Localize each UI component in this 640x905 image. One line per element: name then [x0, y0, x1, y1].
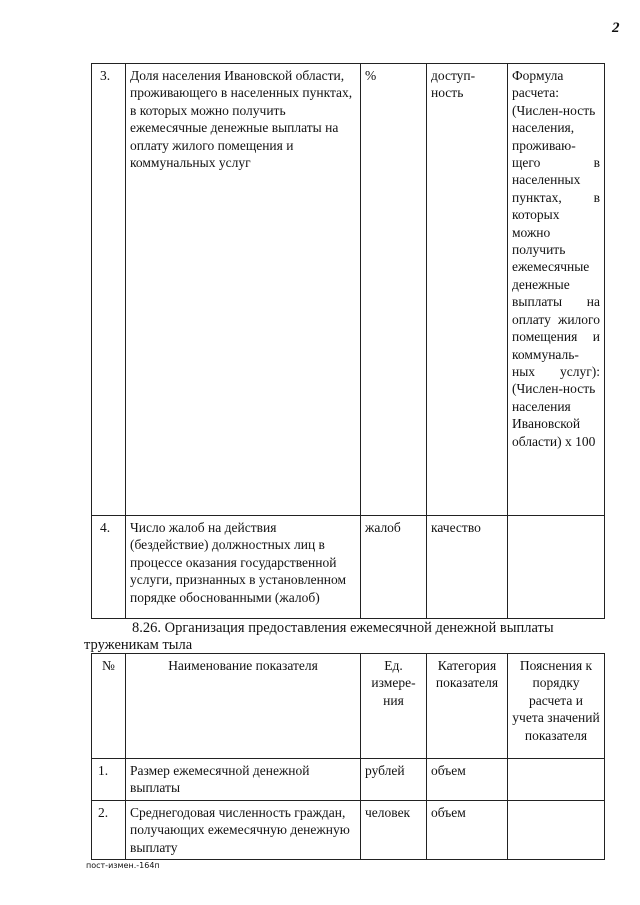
header-explanation: Пояснения к порядку расчета и учета значений показателя: [508, 654, 605, 759]
indicators-table: [91, 653, 605, 860]
section-heading: [84, 620, 604, 654]
category-cell: качество: [427, 516, 508, 619]
header-num: №: [92, 654, 126, 759]
table-header-row: [92, 654, 605, 759]
category-cell: объем: [427, 800, 508, 859]
row-number: 4.: [92, 516, 126, 619]
header-unit: Ед. измере-ния: [361, 654, 427, 759]
explanation-cell: Формула расчета: (Числен-ность населения, проживаю-щего в населенных пунктах, в которых можно получить ежемесячные денежные выплаты на оплату жилого помещения и коммуналь-ных услуг): (Числен-ность населения Ивановской области) x 100: [508, 64, 605, 516]
row-number: 3.: [92, 64, 126, 516]
explanation-cell: [508, 800, 605, 859]
indicator-name: Доля населения Ивановской области, проживающего в населенных пунктах, в которых можно получить ежемесячные денежные выплаты на оплату жилого помещения и коммунальных услуг: [126, 64, 361, 516]
header-category: Категория показателя: [427, 654, 508, 759]
unit-cell: жалоб: [361, 516, 427, 619]
table-row: [92, 516, 605, 619]
footer-document-code: пост-измен.-164п: [86, 861, 160, 870]
section-heading-line1: 8.26. Организация предоставления ежемесячной денежной выплаты: [132, 620, 554, 636]
section-heading-line2: труженикам тыла: [84, 637, 193, 653]
category-cell: доступ-ность: [427, 64, 508, 516]
indicators-table-continued: [91, 63, 605, 619]
table-row: [92, 800, 605, 859]
explanation-cell: [508, 516, 605, 619]
unit-cell: %: [361, 64, 427, 516]
explanation-cell: [508, 759, 605, 801]
header-name: Наименование показателя: [126, 654, 361, 759]
indicator-name: Размер ежемесячной денежной выплаты: [126, 759, 361, 801]
row-number: 2.: [92, 800, 126, 859]
table-row: [92, 759, 605, 801]
unit-cell: рублей: [361, 759, 427, 801]
indicator-name: Число жалоб на действия (бездействие) должностных лиц в процессе оказания государственной услуги, признанных в установленном порядке обоснованными (жалоб): [126, 516, 361, 619]
unit-cell: человек: [361, 800, 427, 859]
category-cell: объем: [427, 759, 508, 801]
indicator-name: Среднегодовая численность граждан, получающих ежемесячную денежную выплату: [126, 800, 361, 859]
row-number: 1.: [92, 759, 126, 801]
page-number: 2: [612, 20, 620, 36]
table-row: [92, 64, 605, 516]
